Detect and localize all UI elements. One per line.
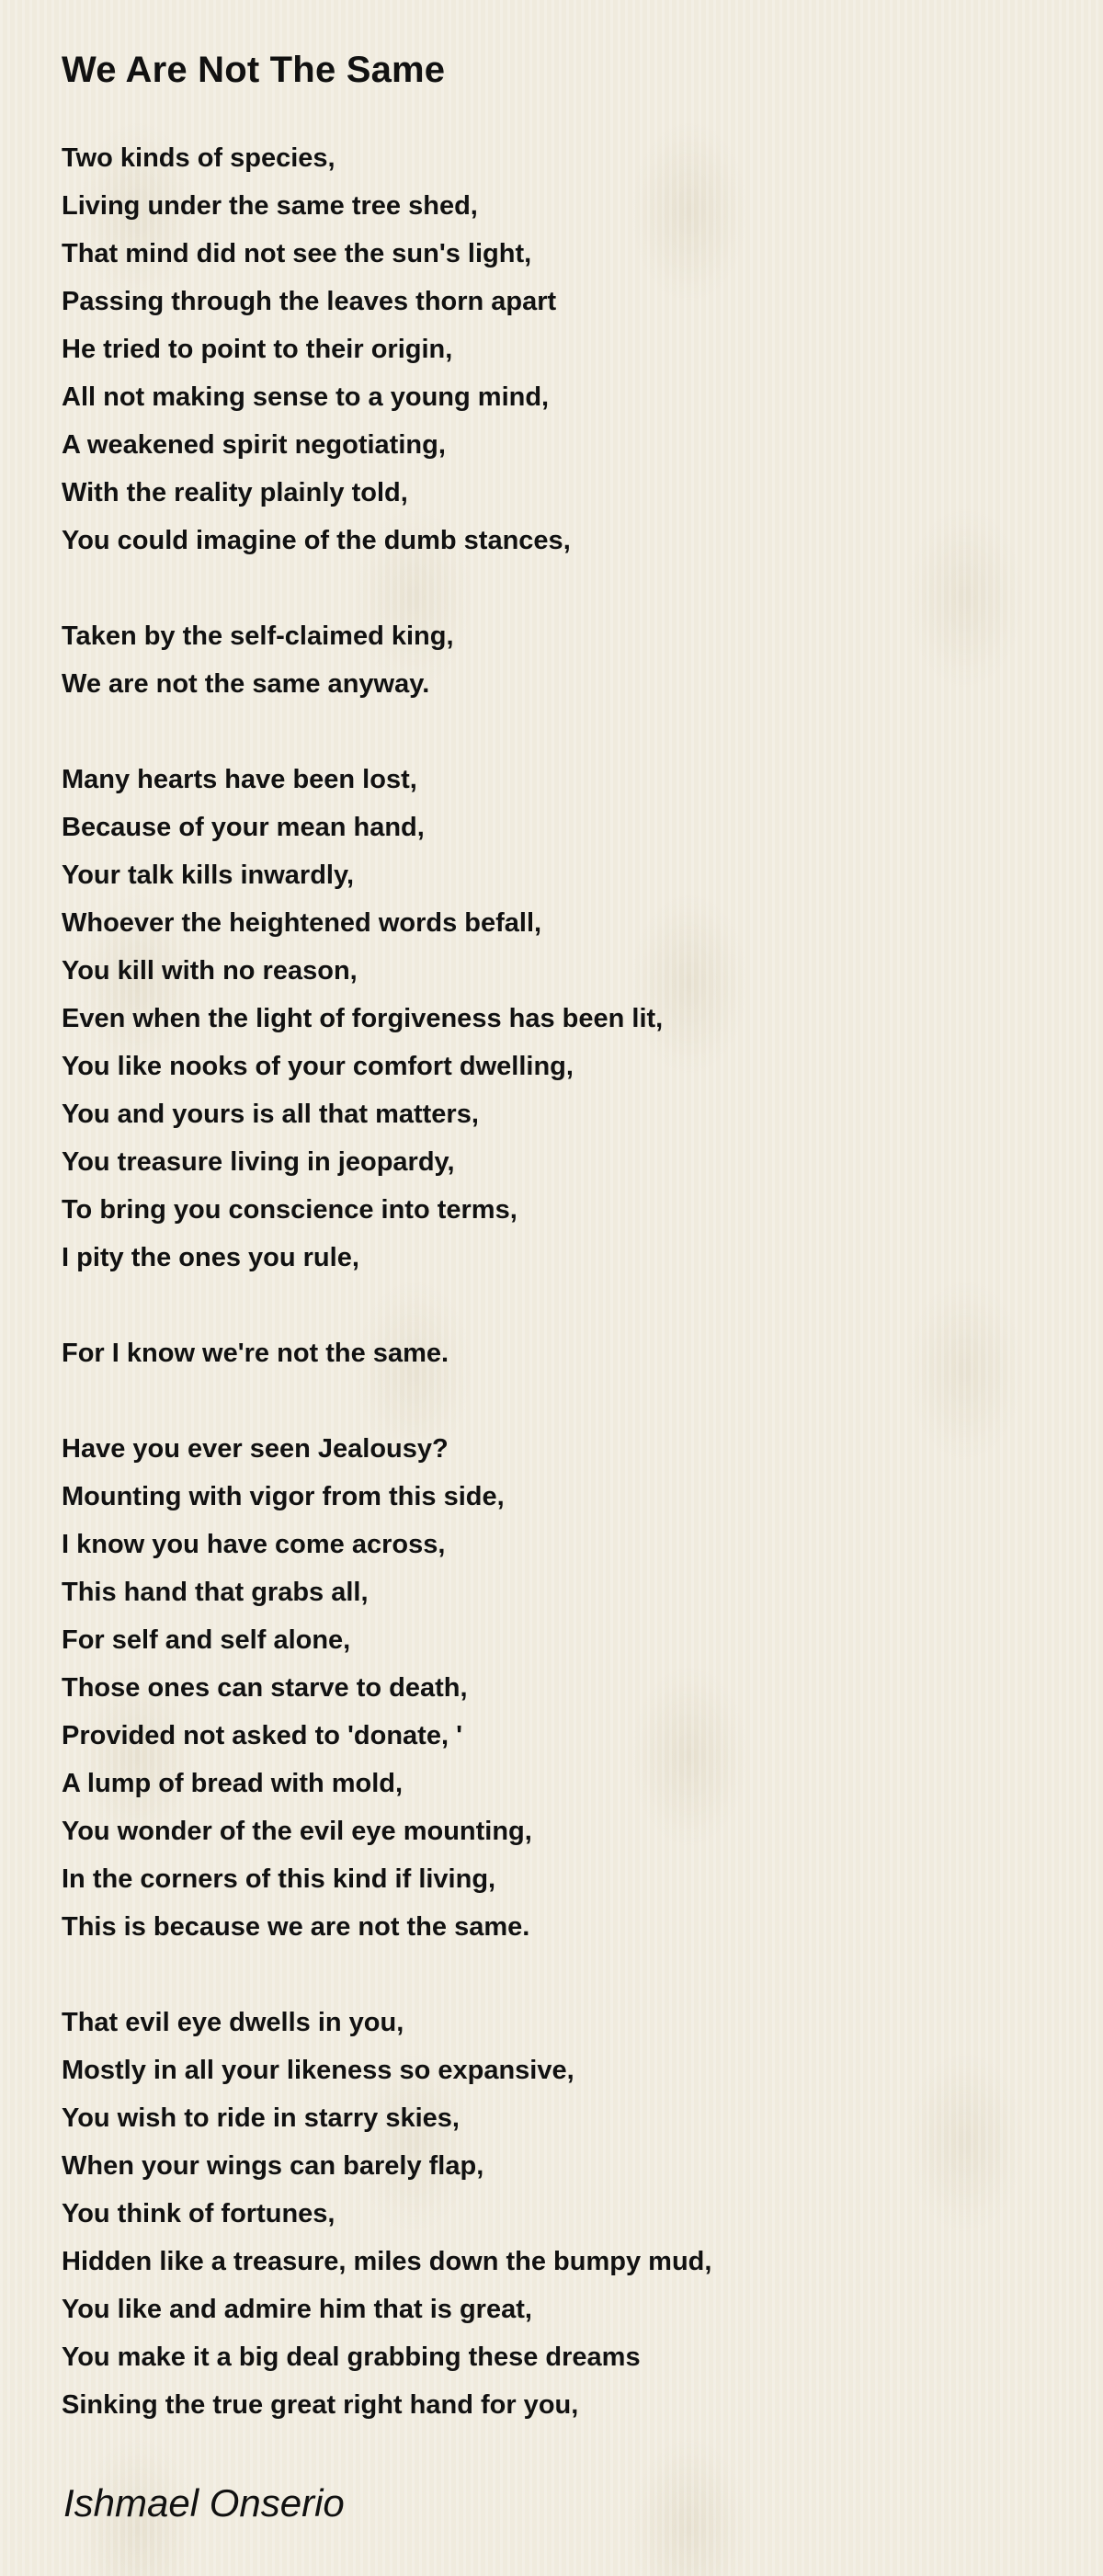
poem-author: Ishmael Onserio [63,2481,345,2525]
poem-line: Your talk kills inwardly, [62,861,355,890]
stanza-gap [62,708,1054,756]
poem-title: We Are Not The Same [62,50,446,90]
poem-line: I pity the ones you rule, [62,1243,359,1272]
stanza [62,756,1054,1282]
poem-line: When your wings can barely flap, [62,2151,484,2181]
poem-line: For self and self alone, [62,1625,351,1655]
stanza [62,1999,1054,2429]
poem-line: In the corners of this kind if living, [62,1864,496,1894]
poem-line: Even when the light of forgiveness has been lit, [62,1004,664,1033]
poem-line: You and yours is all that matters, [62,1100,479,1129]
poem-line: Whoever the heightened words befall, [62,908,542,938]
stanza [62,1329,1054,1377]
stanza [62,1425,1054,1951]
poem-line: Because of your mean hand, [62,813,425,842]
poem-line: Passing through the leaves thorn apart [62,287,557,316]
stanza [62,612,1054,708]
poem-line: Those ones can starve to death, [62,1673,468,1703]
poem-line: Hidden like a treasure, miles down the bumpy mud, [62,2247,712,2276]
poem-body [62,134,1054,2429]
poem-line: With the reality plainly told, [62,478,408,507]
poem-line: You like and admire him that is great, [62,2295,532,2324]
stanza-gap [62,1282,1054,1329]
poem-line: Provided not asked to 'donate, ' [62,1721,462,1750]
poem-line: Have you ever seen Jealousy? [62,1434,449,1464]
poem-line: This is because we are not the same. [62,1912,530,1942]
stanza-gap [62,564,1054,612]
poem-line: To bring you conscience into terms, [62,1195,517,1225]
poem-line: For I know we're not the same. [62,1339,449,1368]
poem-line: Two kinds of species, [62,143,335,173]
poem-line: Mostly in all your likeness so expansive, [62,2056,574,2085]
poem-line: Mounting with vigor from this side, [62,1482,505,1511]
poem-line: Living under the same tree shed, [62,191,478,221]
poem-line: I know you have come across, [62,1530,446,1559]
poem-container [62,44,1054,2420]
poem-line: You kill with no reason, [62,956,358,986]
stanza-gap [62,1951,1054,1999]
poem-line: You could imagine of the dumb stances, [62,526,571,555]
poem-line: Many hearts have been lost, [62,765,417,794]
poem-line: Sinking the true great right hand for you, [62,2390,579,2420]
poem-line: All not making sense to a young mind, [62,382,550,412]
poem-line: You think of fortunes, [62,2199,335,2228]
poem-line: You treasure living in jeopardy, [62,1147,455,1177]
poem-line: You like nooks of your comfort dwelling, [62,1052,574,1081]
poem-line: You wonder of the evil eye mounting, [62,1817,532,1846]
poem-line: We are not the same anyway. [62,669,430,699]
poem-line: You make it a big deal grabbing these dreams [62,2342,641,2372]
poem-line: This hand that grabs all, [62,1578,369,1607]
poem-line: A lump of bread with mold, [62,1769,404,1798]
poem-line: That mind did not see the sun's light, [62,239,532,268]
poem-line: A weakened spirit negotiating, [62,430,446,460]
poem-line: You wish to ride in starry skies, [62,2103,460,2133]
poem-line: Taken by the self-claimed king, [62,621,454,651]
stanza [62,134,1054,564]
poem-line: He tried to point to their origin, [62,335,453,364]
poem-line: That evil eye dwells in you, [62,2008,404,2037]
stanza-gap [62,1377,1054,1425]
